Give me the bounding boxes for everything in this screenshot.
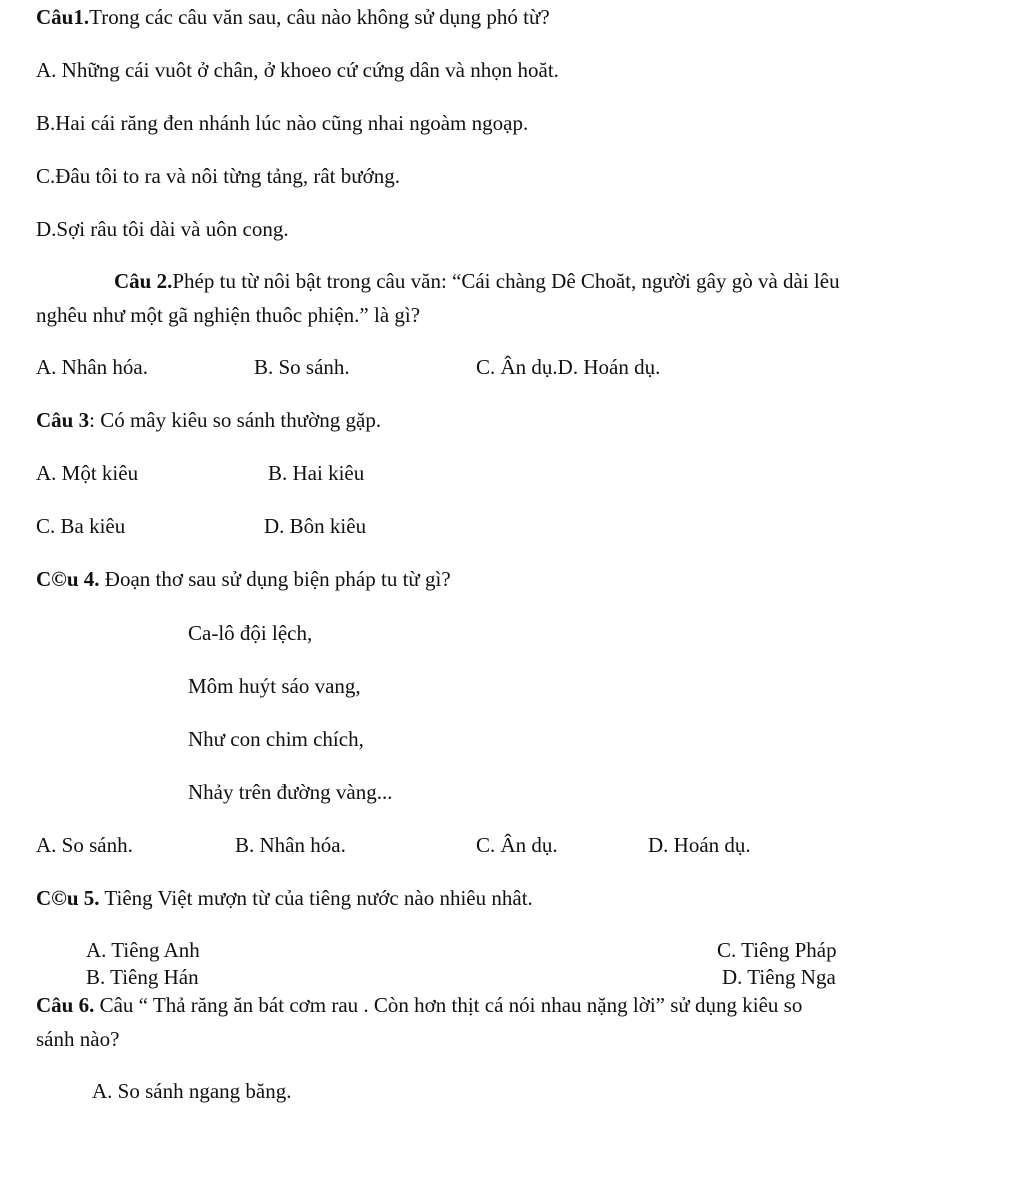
q3-option-c: C. Ba kiêu — [36, 514, 126, 538]
question-2 — [114, 268, 840, 294]
question-5 — [36, 885, 533, 911]
q1-option-b: B.Hai cái răng đen nhánh lúc nào cũng nhai ngoàm ngoạp. — [36, 111, 529, 135]
q3-option-a: A. Một kiêu — [36, 461, 139, 485]
q4-option-c: C. Ân dụ. — [476, 833, 558, 857]
question-3-text: : Có mây kiêu so sánh thường gặp. — [89, 408, 382, 432]
q4-option-d: D. Hoán dụ. — [648, 833, 751, 857]
q1-option-a: A. Những cái vuôt ở chân, ở khoeo cứ cứng dân và nhọn hoăt. — [36, 58, 559, 82]
q5-option-d: D. Tiêng Nga — [722, 965, 836, 989]
q2-option-b: B. So sánh. — [254, 355, 350, 379]
q2-option-a: A. Nhân hóa. — [36, 355, 148, 379]
question-4-label: C©u 4. — [36, 567, 100, 591]
q1-option-c: C.Đâu tôi to ra và nôi từng tảng, rât bướng. — [36, 164, 400, 188]
q6-option-a: A. So sánh ngang băng. — [92, 1079, 292, 1103]
question-5-text: Tiêng Việt mượn từ của tiêng nước nào nhiêu nhât. — [99, 886, 533, 910]
question-4 — [36, 566, 451, 592]
question-1-label: Câu1. — [36, 5, 90, 29]
question-1-text: Trong các câu văn sau, câu nào không sử dụng phó từ? — [89, 5, 550, 29]
question-1 — [36, 4, 550, 30]
question-3-label: Câu 3 — [36, 408, 90, 432]
q3-option-b: B. Hai kiêu — [268, 461, 365, 485]
question-6-text-line1: Câu “ Thả răng ăn bát cơm rau . Còn hơn thịt cá nói nhau nặng lời” sử dụng kiêu so — [94, 993, 803, 1017]
question-6-label: Câu 6. — [36, 993, 95, 1017]
q5-option-c: C. Tiêng Pháp — [717, 938, 837, 962]
q1-option-d: D.Sợi râu tôi dài và uôn cong. — [36, 217, 289, 241]
poem-line-1: Ca-lô đội lệch, — [188, 621, 313, 645]
question-5-label: C©u 5. — [36, 886, 100, 910]
poem-line-2: Môm huýt sáo vang, — [188, 674, 361, 698]
question-3 — [36, 407, 381, 433]
q2-option-cd: C. Ân dụ.D. Hoán dụ. — [476, 355, 661, 379]
question-2-label: Câu 2. — [114, 269, 173, 293]
poem-line-3: Như con chim chích, — [188, 727, 364, 751]
question-2-text-line2: nghêu như một gã nghiện thuôc phiện.” là gì? — [36, 303, 421, 327]
question-2-text-line1: Phép tu từ nôi bật trong câu văn: “Cái chàng Dê Choăt, người gây gò và dài lêu — [172, 269, 840, 293]
q5-option-b: B. Tiêng Hán — [86, 965, 199, 989]
q5-option-a: A. Tiêng Anh — [86, 938, 200, 962]
question-4-text: Đoạn thơ sau sử dụng biện pháp tu từ gì? — [99, 567, 451, 591]
q4-option-b: B. Nhân hóa. — [235, 833, 346, 857]
q4-option-a: A. So sánh. — [36, 833, 133, 857]
poem-line-4: Nhảy trên đường vàng... — [188, 780, 393, 804]
question-6 — [36, 992, 802, 1018]
q3-option-d: D. Bôn kiêu — [264, 514, 367, 538]
question-6-text-line2: sánh nào? — [36, 1027, 120, 1051]
